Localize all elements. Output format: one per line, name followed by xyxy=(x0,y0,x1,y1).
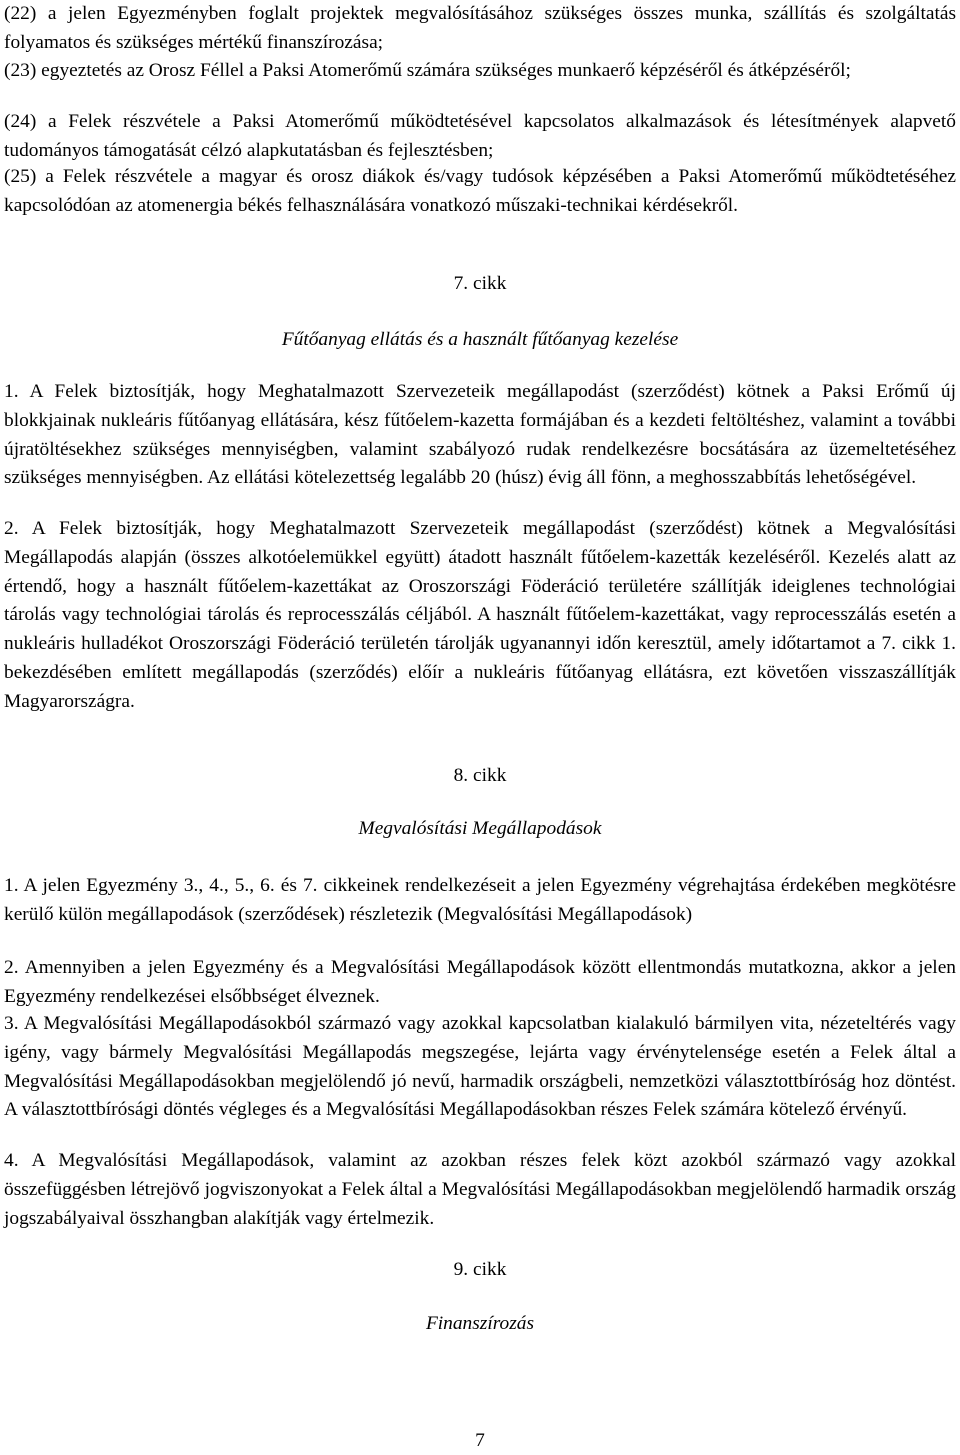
article-8-paragraph-2: 2. Amennyiben a jelen Egyezmény és a Megvalósítási Megállapodások között ellentmondás mutatkozna, akkor a jelen Egyezmény rendelkezései elsőbbséget élveznek. xyxy=(4,957,956,1007)
article-8-number: 8. cikk xyxy=(453,765,507,786)
intro-item-25: (25) a Felek részvétele a magyar és orosz diákok és/vagy tudósok képzésében a Paksi Atomerőmű működtetéséhez kapcsolódóan az atomenergia békés felhasználására vonatkozó műszaki-technikai kérdésekről. xyxy=(4,166,956,216)
intro-item-23: (23) egyeztetés az Orosz Féllel a Paksi Atomerőmű számára szükséges munkaerő képzéséről és átképzéséről; xyxy=(4,60,851,81)
intro-item-22: (22) a jelen Egyezményben foglalt projektek megvalósításához szükséges összes munka, szállítás és szolgáltatás folyamatos és szükséges mértékű finanszírozása; xyxy=(4,3,956,53)
article-7-number: 7. cikk xyxy=(453,273,507,294)
article-9-number: 9. cikk xyxy=(453,1259,507,1280)
article-7-paragraph-1: 1. A Felek biztosítják, hogy Meghatalmazott Szervezeteik megállapodást (szerződést) kötnek a Paksi Erőmű új blokkjainak nukleáris fűtőanyag ellátására, kész fűtőelem-kazetta formájában és a kezdeti feltöltéshez, valamint a további újratöltésekhez szükséges mennyiségben, valamint szabályozó rudak rendelkezésre bocsátására az üzemeltetéséhez szükséges mennyiségben. Az ellátási kötelezettség legalább 20 (húsz) évig áll fönn, a meghosszabbítás lehetőségével. xyxy=(4,381,956,489)
page-number: 7 xyxy=(475,1430,485,1451)
article-8-paragraph-3: 3. A Megvalósítási Megállapodásokból származó vagy azokkal kapcsolatban kialakuló bármilyen vita, nézeteltérés vagy igény, vagy bármely Megvalósítási Megállapodás megszegése, lejárta vagy érvénytelensége esetén a Felek által a Megvalósítási Megállapodásokban megjelölendő jó nevű, harmadik országbeli, nemzetközi választottbíróság hoz döntést. A választottbírósági döntés végleges és a Megvalósítási Megállapodásokban részes Felek számára kötelező érvényű. xyxy=(4,1013,956,1121)
article-7-paragraph-2: 2. A Felek biztosítják, hogy Meghatalmazott Szervezeteik megállapodást (szerződést) kötnek a Megvalósítási Megállapodás alapján (összes alkotóelemükkel együtt) átadott használt fűtőelem-kazetták kezeléséről. Kezelés alatt az értendő, hogy a használt fűtőelem-kazettákat az Oroszországi Föderáció területére szállítják ideiglenes technológiai tárolás vagy technológiai tárolás és reprocesszálás céljából. A használt fűtőelem-kazettákat, vagy reprocesszálás esetén a nukleáris hulladékot Oroszországi Föderáció területén tárolják ugyanannyi időn keresztül, amely időtartamot a 7. cikk 1. bekezdésében említett megállapodás (szerződés) előír a nukleáris fűtőanyag ellátásra, ezt követően visszaszállítják Magyarországra. xyxy=(4,518,956,712)
intro-item-24: (24) a Felek részvétele a Paksi Atomerőmű működtetésével kapcsolatos alkalmazások és létesítmények alapvető tudományos támogatását célzó alapkutatásban és fejlesztésben; xyxy=(4,111,956,161)
article-8-paragraph-4: 4. A Megvalósítási Megállapodások, valamint az azokban részes felek közt azokból származó vagy azokkal összefüggésben létrejövő jogviszonyokat a Felek által a Megvalósítási Megállapodásokban megjelölendő harmadik ország jogszabályaival összhangban alakítják vagy értelmezik. xyxy=(4,1150,956,1229)
article-8-title: Megvalósítási Megállapodások xyxy=(358,818,602,839)
article-7-title: Fűtőanyag ellátás és a használt fűtőanyag kezelése xyxy=(281,329,679,350)
article-9-title: Finanszírozás xyxy=(425,1313,535,1334)
article-8-paragraph-1: 1. A jelen Egyezmény 3., 4., 5., 6. és 7. cikkeinek rendelkezéseit a jelen Egyezmény végrehajtása érdekében megkötésre kerülő külön megállapodások (szerződések) részletezik (Megvalósítási Megállapodások) xyxy=(4,875,956,925)
